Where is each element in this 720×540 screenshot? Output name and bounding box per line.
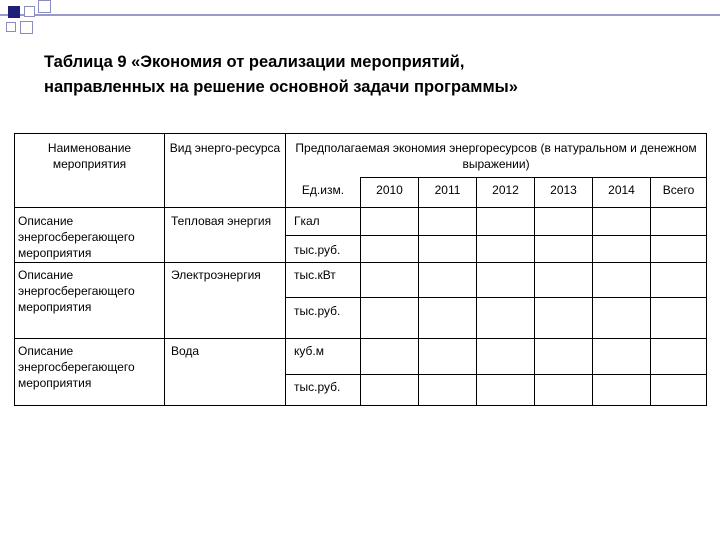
data-cell xyxy=(361,298,419,339)
data-cell xyxy=(651,235,707,263)
title-line-1: Таблица 9 «Экономия от реализации мероприятий, xyxy=(44,53,465,71)
deco-square-2 xyxy=(24,6,35,17)
header-year: 2012 xyxy=(477,178,535,208)
header-year: 2010 xyxy=(361,178,419,208)
header-rule xyxy=(0,14,720,16)
data-cell xyxy=(477,339,535,375)
data-cell xyxy=(535,339,593,375)
data-cell xyxy=(419,339,477,375)
data-cell xyxy=(477,298,535,339)
row-unit: тыс.руб. xyxy=(286,235,361,263)
data-cell xyxy=(651,298,707,339)
row-resource: Электроэнергия xyxy=(165,263,286,339)
header-total: Всего xyxy=(651,178,707,208)
title-line-2: направленных на решение основной задачи программы» xyxy=(44,78,518,96)
header-year: 2014 xyxy=(593,178,651,208)
table-row xyxy=(15,339,707,375)
header-unit: Ед.изм. xyxy=(286,178,361,208)
data-cell xyxy=(477,375,535,406)
data-cell xyxy=(361,208,419,236)
header-year: 2011 xyxy=(419,178,477,208)
data-cell xyxy=(651,263,707,298)
header-name: Наименование мероприятия xyxy=(15,134,165,208)
data-cell xyxy=(361,263,419,298)
header-resource: Вид энерго-ресурса xyxy=(165,134,286,208)
header-savings: Предполагаемая экономия энергоресурсов (в натуральном и денежном выражении) xyxy=(286,134,707,178)
table-row xyxy=(15,263,707,298)
data-cell xyxy=(535,375,593,406)
data-cell xyxy=(535,208,593,236)
data-cell xyxy=(419,375,477,406)
deco-square-5 xyxy=(6,22,16,32)
data-cell xyxy=(419,208,477,236)
data-cell xyxy=(535,263,593,298)
data-cell xyxy=(477,263,535,298)
header-row-1 xyxy=(15,134,707,178)
deco-square-3 xyxy=(38,0,51,13)
data-cell xyxy=(593,235,651,263)
data-cell xyxy=(535,298,593,339)
page-title xyxy=(44,50,684,100)
row-name: Описание энергосберегающего мероприятия xyxy=(15,339,165,406)
data-cell xyxy=(593,208,651,236)
data-cell xyxy=(593,375,651,406)
row-unit: тыс.кВт xyxy=(286,263,361,298)
data-cell xyxy=(593,298,651,339)
header-year: 2013 xyxy=(535,178,593,208)
row-unit: тыс.руб. xyxy=(286,375,361,406)
data-cell xyxy=(477,235,535,263)
deco-square-1 xyxy=(8,6,20,18)
data-cell xyxy=(361,375,419,406)
savings-table xyxy=(14,133,707,406)
data-cell xyxy=(535,235,593,263)
data-cell xyxy=(361,235,419,263)
data-cell xyxy=(651,208,707,236)
row-name: Описание энергосберегающего мероприятия xyxy=(15,263,165,339)
data-cell xyxy=(419,298,477,339)
data-cell xyxy=(361,339,419,375)
row-unit: Гкал xyxy=(286,208,361,236)
data-cell xyxy=(593,339,651,375)
row-resource: Тепловая энергия xyxy=(165,208,286,263)
row-resource: Вода xyxy=(165,339,286,406)
data-cell xyxy=(419,235,477,263)
data-cell xyxy=(419,263,477,298)
row-unit: тыс.руб. xyxy=(286,298,361,339)
data-cell xyxy=(651,339,707,375)
data-cell xyxy=(593,263,651,298)
data-cell xyxy=(651,375,707,406)
row-unit: куб.м xyxy=(286,339,361,375)
deco-square-4 xyxy=(20,21,33,34)
row-name: Описание энергосберегающего мероприятия xyxy=(15,208,165,263)
table-row xyxy=(15,208,707,236)
data-cell xyxy=(477,208,535,236)
